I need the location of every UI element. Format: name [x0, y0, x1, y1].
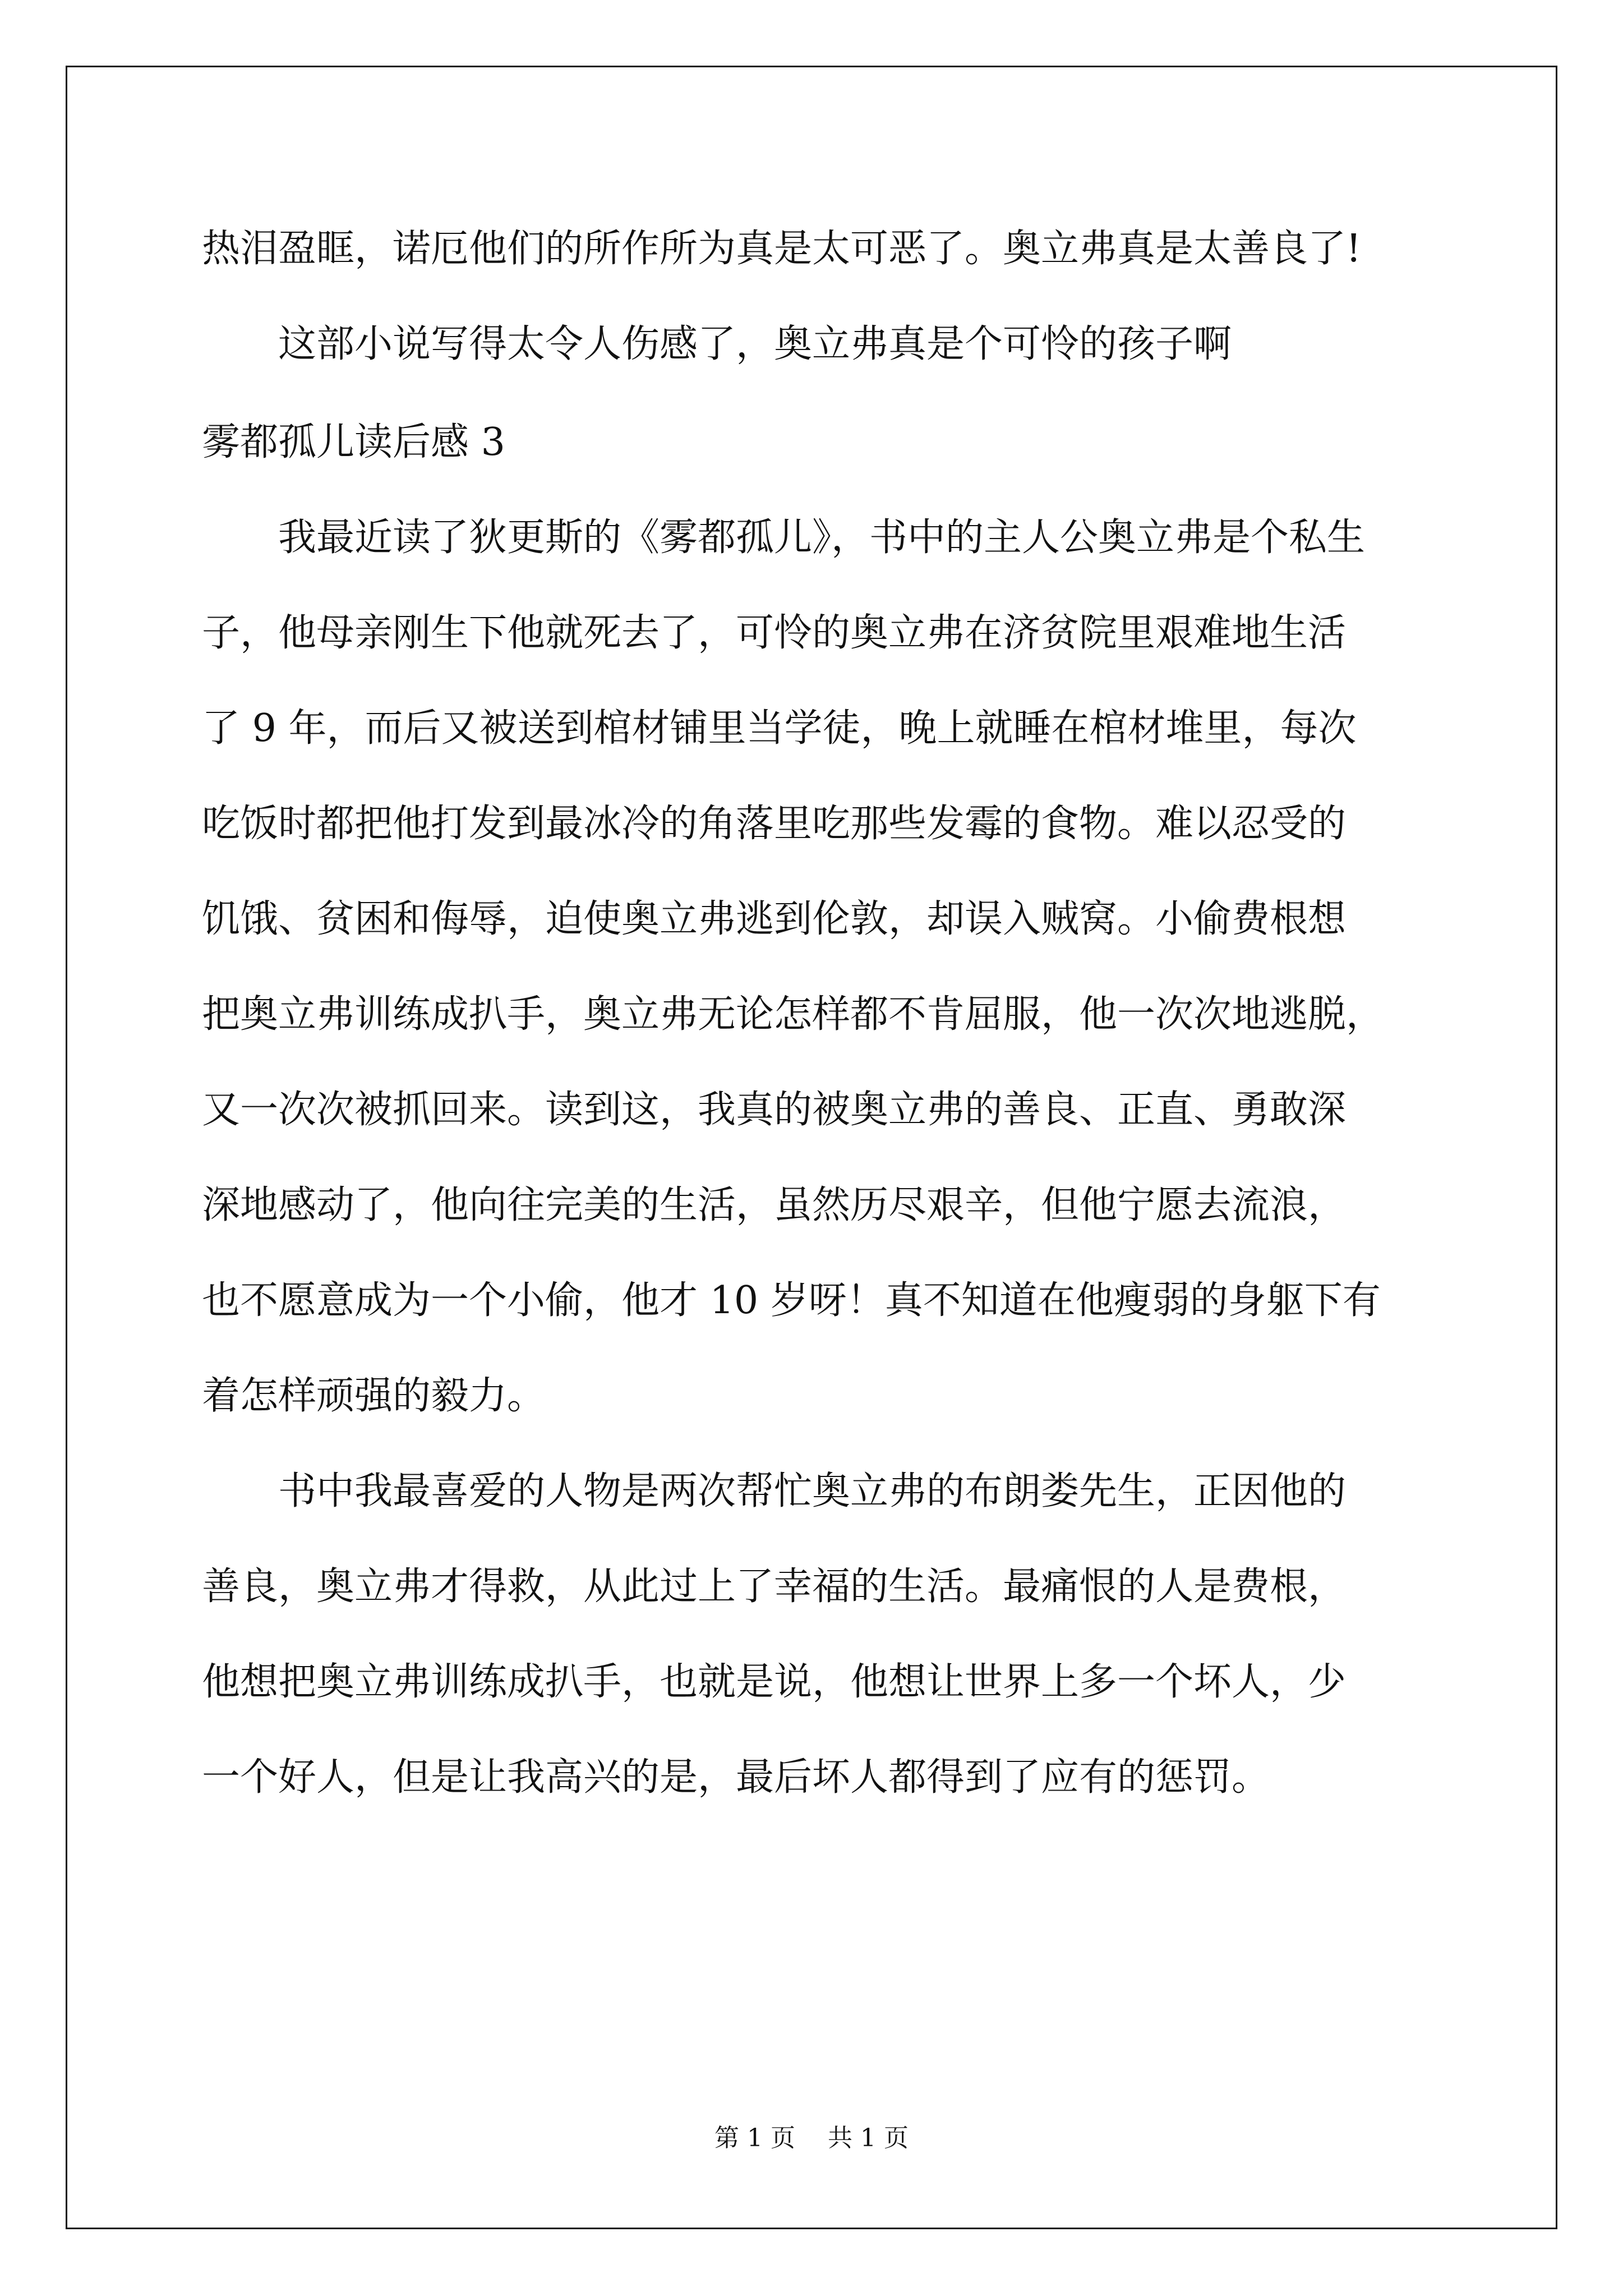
- text-line: 我最近读了狄更斯的《雾都孤儿》，书中的主人公奥立弗是个私生: [202, 516, 1366, 560]
- text-line: 着怎样顽强的毅力。: [202, 1374, 546, 1418]
- text-line: 把奥立弗训练成扒手，奥立弗无论怎样都不肯屈服，他一次次地逃脱，: [202, 992, 1385, 1037]
- text-line: 子，他母亲刚生下他就死去了，可怜的奥立弗在济贫院里艰难地生活: [202, 611, 1347, 655]
- text-line: 这部小说写得太令人伤感了，奥立弗真是个可怜的孩子啊: [202, 322, 1232, 366]
- text-line: 了 9 年，而后又被送到棺材铺里当学徒，晚上就睡在棺材堆里，每次: [202, 706, 1357, 751]
- text-line: 书中我最喜爱的人物是两次帮忙奥立弗的布朗娄先生，正因他的: [202, 1469, 1347, 1513]
- section-heading: 雾都孤儿读后感 3: [202, 420, 505, 464]
- text-line: 善良，奥立弗才得救，从此过上了幸福的生活。最痛恨的人是费根，: [202, 1565, 1347, 1609]
- text-line: 也不愿意成为一个小偷，他才 10 岁呀！真不知道在他瘦弱的身躯下有: [202, 1278, 1381, 1323]
- text-line: 热泪盈眶，诺厄他们的所作所为真是太可恶了。奥立弗真是太善良了!: [202, 227, 1362, 271]
- text-line: 一个好人，但是让我高兴的是，最后坏人都得到了应有的惩罚。: [202, 1755, 1270, 1800]
- text-line: 吃饭时都把他打发到最冰冷的角落里吃那些发霉的食物。难以忍受的: [202, 802, 1347, 846]
- text-line: 深地感动了，他向往完美的生活，虽然历尽艰辛，但他宁愿去流浪，: [202, 1183, 1347, 1227]
- text-line: 又一次次被抓回来。读到这，我真的被奥立弗的善良、正直、勇敢深: [202, 1088, 1347, 1132]
- text-line: 饥饿、贫困和侮辱，迫使奥立弗逃到伦敦，却误入贼窝。小偷费根想: [202, 897, 1347, 941]
- page-number-footer: 第 1 页 共 1 页: [714, 2124, 909, 2152]
- text-line: 他想把奥立弗训练成扒手，也就是说，他想让世界上多一个坏人，少: [202, 1660, 1347, 1704]
- page-border: [66, 66, 1557, 2229]
